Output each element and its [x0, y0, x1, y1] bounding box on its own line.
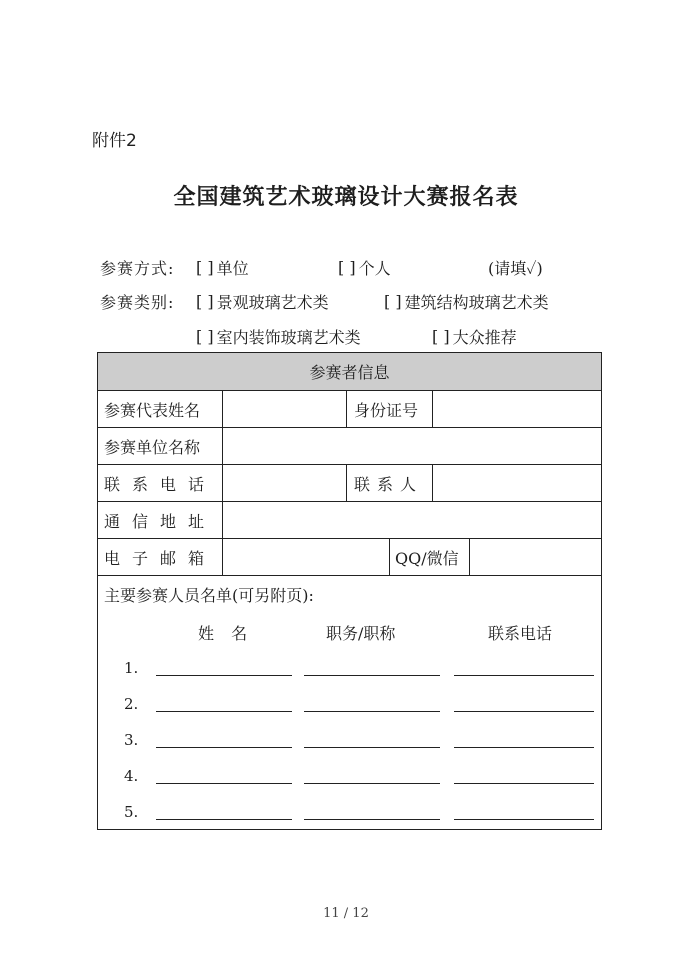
checkbox[interactable]: [ ]: [196, 327, 214, 346]
title-line[interactable]: [304, 783, 440, 784]
row-number: 4.: [124, 767, 139, 785]
attachment-label: 附件2: [92, 131, 137, 151]
id-number-label: 身份证号: [354, 400, 419, 420]
option-public-recommend[interactable]: [432, 325, 517, 348]
option-landscape-glass[interactable]: [196, 290, 329, 313]
name-line[interactable]: [156, 747, 292, 748]
members-title: 主要参赛人员名单(可另附页):: [104, 586, 314, 605]
org-name-input[interactable]: [223, 428, 601, 464]
email-label: 电子邮箱: [104, 548, 217, 568]
id-number-input[interactable]: [433, 391, 601, 427]
name-line[interactable]: [156, 675, 292, 676]
option-label: 室内装饰玻璃艺术类: [216, 328, 361, 347]
phone-label: 联系电话: [104, 474, 217, 494]
phone-line[interactable]: [454, 711, 594, 712]
rep-name-label: 参赛代表姓名: [104, 400, 201, 420]
qq-wechat-label: QQ/微信: [395, 548, 459, 568]
address-label: 通信地址: [104, 511, 217, 531]
row-number: 1.: [124, 659, 139, 677]
table-header-row: [98, 353, 601, 391]
name-line[interactable]: [156, 783, 292, 784]
checkbox[interactable]: [ ]: [196, 292, 214, 311]
option-label: 景观玻璃艺术类: [216, 293, 329, 312]
row-number: 2.: [124, 695, 139, 713]
qq-wechat-input[interactable]: [470, 539, 601, 575]
title-line[interactable]: [304, 711, 440, 712]
phone-line[interactable]: [454, 675, 594, 676]
contact-label: 联系人: [354, 474, 424, 494]
fill-note: (请填✓): [488, 259, 543, 278]
category-label: 参赛类别:: [100, 293, 175, 312]
rep-name-input[interactable]: [223, 391, 346, 427]
org-name-label: 参赛单位名称: [104, 437, 201, 457]
table-row: [98, 539, 601, 576]
checkbox[interactable]: [ ]: [338, 258, 356, 277]
phone-input[interactable]: [223, 465, 346, 501]
table-row: [98, 502, 601, 539]
column-phone: 联系电话: [488, 624, 553, 643]
checkbox[interactable]: [ ]: [384, 292, 402, 311]
contact-input[interactable]: [433, 465, 601, 501]
table-row: [98, 465, 601, 502]
phone-line[interactable]: [454, 747, 594, 748]
form-title: 全国建筑艺术玻璃设计大赛报名表: [173, 184, 519, 210]
option-label: 建筑结构玻璃艺术类: [404, 293, 549, 312]
title-line[interactable]: [304, 675, 440, 676]
row-number: 5.: [124, 803, 139, 821]
registration-table: [97, 352, 602, 830]
email-input[interactable]: [223, 539, 389, 575]
option-unit[interactable]: [196, 256, 249, 279]
option-interior-glass[interactable]: [196, 325, 361, 348]
table-row: [98, 391, 601, 428]
title-line[interactable]: [304, 747, 440, 748]
checkbox[interactable]: [ ]: [196, 258, 214, 277]
option-label: 单位: [216, 259, 249, 278]
name-line[interactable]: [156, 711, 292, 712]
name-line[interactable]: [156, 819, 292, 820]
column-name: 姓 名: [198, 624, 254, 643]
participant-info-header: 参赛者信息: [98, 353, 601, 390]
phone-line[interactable]: [454, 783, 594, 784]
column-title: 职务/职称: [326, 624, 396, 643]
page-number: 11 / 12: [323, 906, 369, 921]
option-structural-glass[interactable]: [384, 290, 549, 313]
title-line[interactable]: [304, 819, 440, 820]
checkbox[interactable]: [ ]: [432, 327, 450, 346]
option-label: 个人: [358, 259, 391, 278]
option-label: 大众推荐: [452, 328, 517, 347]
phone-line[interactable]: [454, 819, 594, 820]
address-input[interactable]: [223, 502, 601, 538]
row-number: 3.: [124, 731, 139, 749]
option-individual[interactable]: [338, 256, 391, 279]
table-row: [98, 428, 601, 465]
participation-mode-label: 参赛方式:: [100, 259, 175, 278]
